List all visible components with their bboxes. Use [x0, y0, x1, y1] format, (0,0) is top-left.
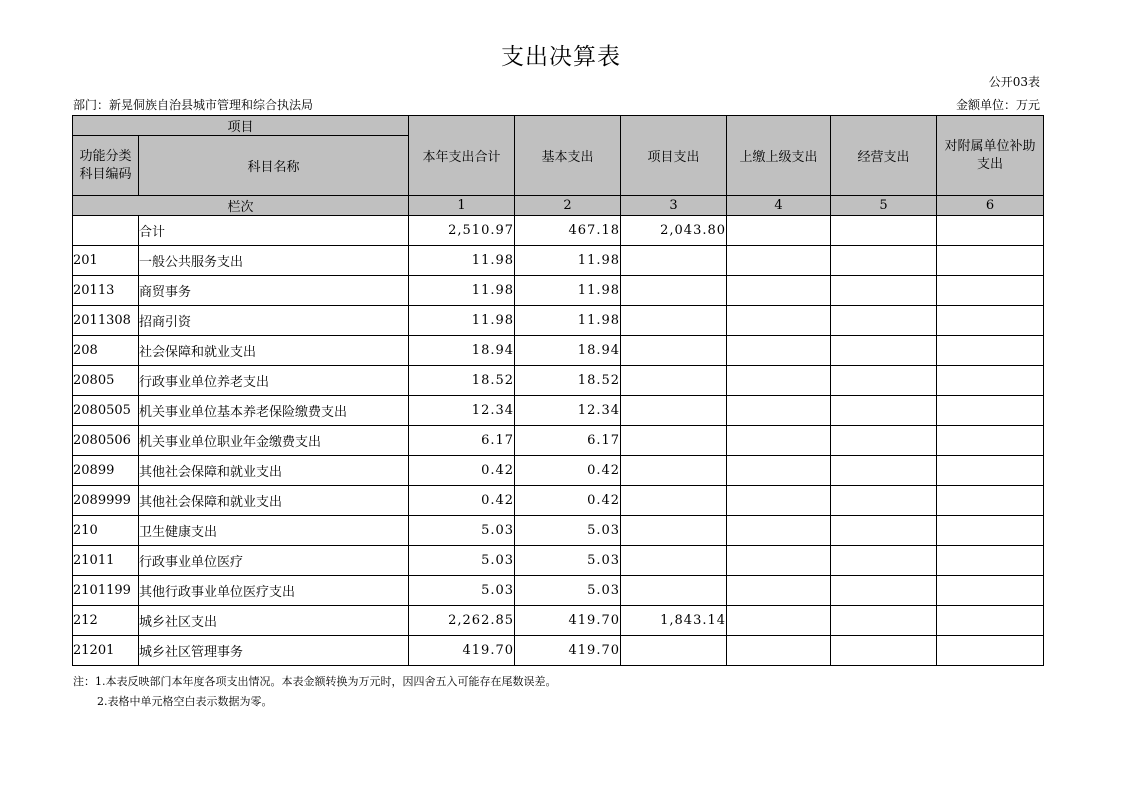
- table-row: [73, 546, 1044, 576]
- row-value: 2,262.85: [409, 606, 515, 636]
- col-number: 4: [727, 196, 831, 216]
- table-row: [73, 306, 1044, 336]
- row-value: 11.98: [409, 246, 515, 276]
- project-group-header: 项目: [73, 116, 409, 136]
- department-label: 部门：新晃侗族自治县城市管理和综合执法局: [73, 98, 314, 112]
- row-value: [937, 276, 1044, 306]
- row-code: 20113: [73, 276, 139, 306]
- row-value: [727, 216, 831, 246]
- row-value: 0.42: [515, 486, 621, 516]
- row-value: [727, 486, 831, 516]
- col-header-subsidiary-subsidy: 对附属单位补助支出: [937, 116, 1044, 196]
- col-number: 6: [937, 196, 1044, 216]
- row-value: 18.52: [515, 366, 621, 396]
- amount-unit-label: 金额单位：万元: [955, 98, 1040, 112]
- row-value: 5.03: [515, 516, 621, 546]
- row-value: [727, 306, 831, 336]
- row-value: 11.98: [515, 276, 621, 306]
- row-code: 2080505: [73, 396, 139, 426]
- row-value: 5.03: [409, 546, 515, 576]
- row-name: 合计: [139, 216, 409, 246]
- table-row: [73, 426, 1044, 456]
- table-row: [73, 366, 1044, 396]
- row-value: [831, 276, 937, 306]
- expenditure-table: [72, 115, 1044, 666]
- row-value: [727, 366, 831, 396]
- row-value: [831, 246, 937, 276]
- row-value: [831, 486, 937, 516]
- row-value: 18.94: [515, 336, 621, 366]
- row-value: [831, 426, 937, 456]
- row-value: [937, 486, 1044, 516]
- row-value: 11.98: [515, 306, 621, 336]
- row-code: 210: [73, 516, 139, 546]
- row-code: [73, 216, 139, 246]
- row-value: [937, 336, 1044, 366]
- table-row: [73, 636, 1044, 666]
- row-value: 0.42: [515, 456, 621, 486]
- row-name: 商贸事务: [139, 276, 409, 306]
- row-value: [621, 276, 727, 306]
- row-value: 419.70: [515, 606, 621, 636]
- row-value: [621, 516, 727, 546]
- row-value: 5.03: [409, 576, 515, 606]
- row-value: [831, 636, 937, 666]
- row-name: 城乡社区支出: [139, 606, 409, 636]
- row-value: 11.98: [409, 306, 515, 336]
- row-value: [937, 636, 1044, 666]
- row-value: [621, 336, 727, 366]
- row-name: 卫生健康支出: [139, 516, 409, 546]
- row-name: 招商引资: [139, 306, 409, 336]
- row-value: [937, 576, 1044, 606]
- col-number: 5: [831, 196, 937, 216]
- row-name: 城乡社区管理事务: [139, 636, 409, 666]
- row-value: 6.17: [409, 426, 515, 456]
- row-value: [937, 426, 1044, 456]
- row-value: [727, 546, 831, 576]
- row-value: [621, 306, 727, 336]
- row-value: [831, 336, 937, 366]
- row-value: [937, 546, 1044, 576]
- row-value: [727, 276, 831, 306]
- note-line-1: 注：1.本表反映部门本年度各项支出情况。本表金额转换为万元时，因四舍五入可能存在尾数误差。: [73, 675, 557, 688]
- row-value: [621, 246, 727, 276]
- col-header-basic: 基本支出: [515, 116, 621, 196]
- row-code: 2011308: [73, 306, 139, 336]
- row-value: [831, 606, 937, 636]
- row-value: [831, 546, 937, 576]
- row-value: 5.03: [515, 576, 621, 606]
- row-value: [831, 396, 937, 426]
- row-value: [937, 306, 1044, 336]
- row-code: 20805: [73, 366, 139, 396]
- table-body: [73, 216, 1044, 666]
- row-value: [727, 606, 831, 636]
- col-header-business: 经营支出: [831, 116, 937, 196]
- row-value: [937, 246, 1044, 276]
- row-value: [937, 516, 1044, 546]
- row-value: 12.34: [409, 396, 515, 426]
- row-value: [621, 486, 727, 516]
- row-code: 2089999: [73, 486, 139, 516]
- row-value: [727, 636, 831, 666]
- row-name: 行政事业单位医疗: [139, 546, 409, 576]
- row-value: 5.03: [515, 546, 621, 576]
- row-value: [621, 366, 727, 396]
- row-value: [937, 456, 1044, 486]
- row-value: [727, 336, 831, 366]
- row-value: [831, 516, 937, 546]
- row-value: [831, 306, 937, 336]
- row-name: 社会保障和就业支出: [139, 336, 409, 366]
- table-row: [73, 216, 1044, 246]
- row-value: 1,843.14: [621, 606, 727, 636]
- row-name: 一般公共服务支出: [139, 246, 409, 276]
- row-value: 11.98: [409, 276, 515, 306]
- row-value: [727, 576, 831, 606]
- row-value: 12.34: [515, 396, 621, 426]
- row-value: 6.17: [515, 426, 621, 456]
- row-value: 18.52: [409, 366, 515, 396]
- row-value: [937, 366, 1044, 396]
- col-header-name: 科目名称: [139, 136, 409, 196]
- note-line-2: 2.表格中单元格空白表示数据为零。: [97, 695, 273, 708]
- row-value: [727, 246, 831, 276]
- row-code: 21011: [73, 546, 139, 576]
- row-value: [727, 516, 831, 546]
- row-name: 其他社会保障和就业支出: [139, 486, 409, 516]
- row-value: [621, 396, 727, 426]
- table-row: [73, 516, 1044, 546]
- row-value: [621, 636, 727, 666]
- row-code: 2101199: [73, 576, 139, 606]
- col-header-project: 项目支出: [621, 116, 727, 196]
- row-value: [831, 216, 937, 246]
- table-row: [73, 576, 1044, 606]
- row-code: 208: [73, 336, 139, 366]
- table-row: [73, 396, 1044, 426]
- col-header-total: 本年支出合计: [409, 116, 515, 196]
- col-number: 1: [409, 196, 515, 216]
- row-value: [937, 216, 1044, 246]
- row-code: 2080506: [73, 426, 139, 456]
- row-value: [727, 426, 831, 456]
- page-title: 支出决算表: [501, 44, 621, 70]
- row-name: 机关事业单位职业年金缴费支出: [139, 426, 409, 456]
- row-value: 419.70: [409, 636, 515, 666]
- row-number-label: 栏次: [73, 196, 409, 216]
- row-name: 其他社会保障和就业支出: [139, 456, 409, 486]
- row-value: 18.94: [409, 336, 515, 366]
- table-row: [73, 486, 1044, 516]
- table-row: [73, 276, 1044, 306]
- row-code: 21201: [73, 636, 139, 666]
- row-value: [831, 366, 937, 396]
- row-value: 0.42: [409, 456, 515, 486]
- row-value: 0.42: [409, 486, 515, 516]
- form-code: 公开03表: [988, 75, 1040, 89]
- table-row: [73, 246, 1044, 276]
- table-row: [73, 606, 1044, 636]
- row-value: [937, 396, 1044, 426]
- row-value: [621, 426, 727, 456]
- row-value: 419.70: [515, 636, 621, 666]
- row-value: [831, 456, 937, 486]
- row-value: [621, 456, 727, 486]
- row-value: [621, 546, 727, 576]
- table-row: [73, 336, 1044, 366]
- row-code: 20899: [73, 456, 139, 486]
- table-row: [73, 456, 1044, 486]
- row-value: 2,043.80: [621, 216, 727, 246]
- col-header-remit-superior: 上缴上级支出: [727, 116, 831, 196]
- row-value: [727, 456, 831, 486]
- row-value: 467.18: [515, 216, 621, 246]
- row-value: [727, 396, 831, 426]
- row-name: 其他行政事业单位医疗支出: [139, 576, 409, 606]
- row-name: 行政事业单位养老支出: [139, 366, 409, 396]
- row-name: 机关事业单位基本养老保险缴费支出: [139, 396, 409, 426]
- row-value: [937, 606, 1044, 636]
- row-value: [831, 576, 937, 606]
- row-code: 201: [73, 246, 139, 276]
- row-value: 5.03: [409, 516, 515, 546]
- row-value: 2,510.97: [409, 216, 515, 246]
- row-value: [621, 576, 727, 606]
- col-header-code: 功能分类科目编码: [73, 136, 139, 196]
- col-number: 2: [515, 196, 621, 216]
- row-code: 212: [73, 606, 139, 636]
- row-value: 11.98: [515, 246, 621, 276]
- col-number: 3: [621, 196, 727, 216]
